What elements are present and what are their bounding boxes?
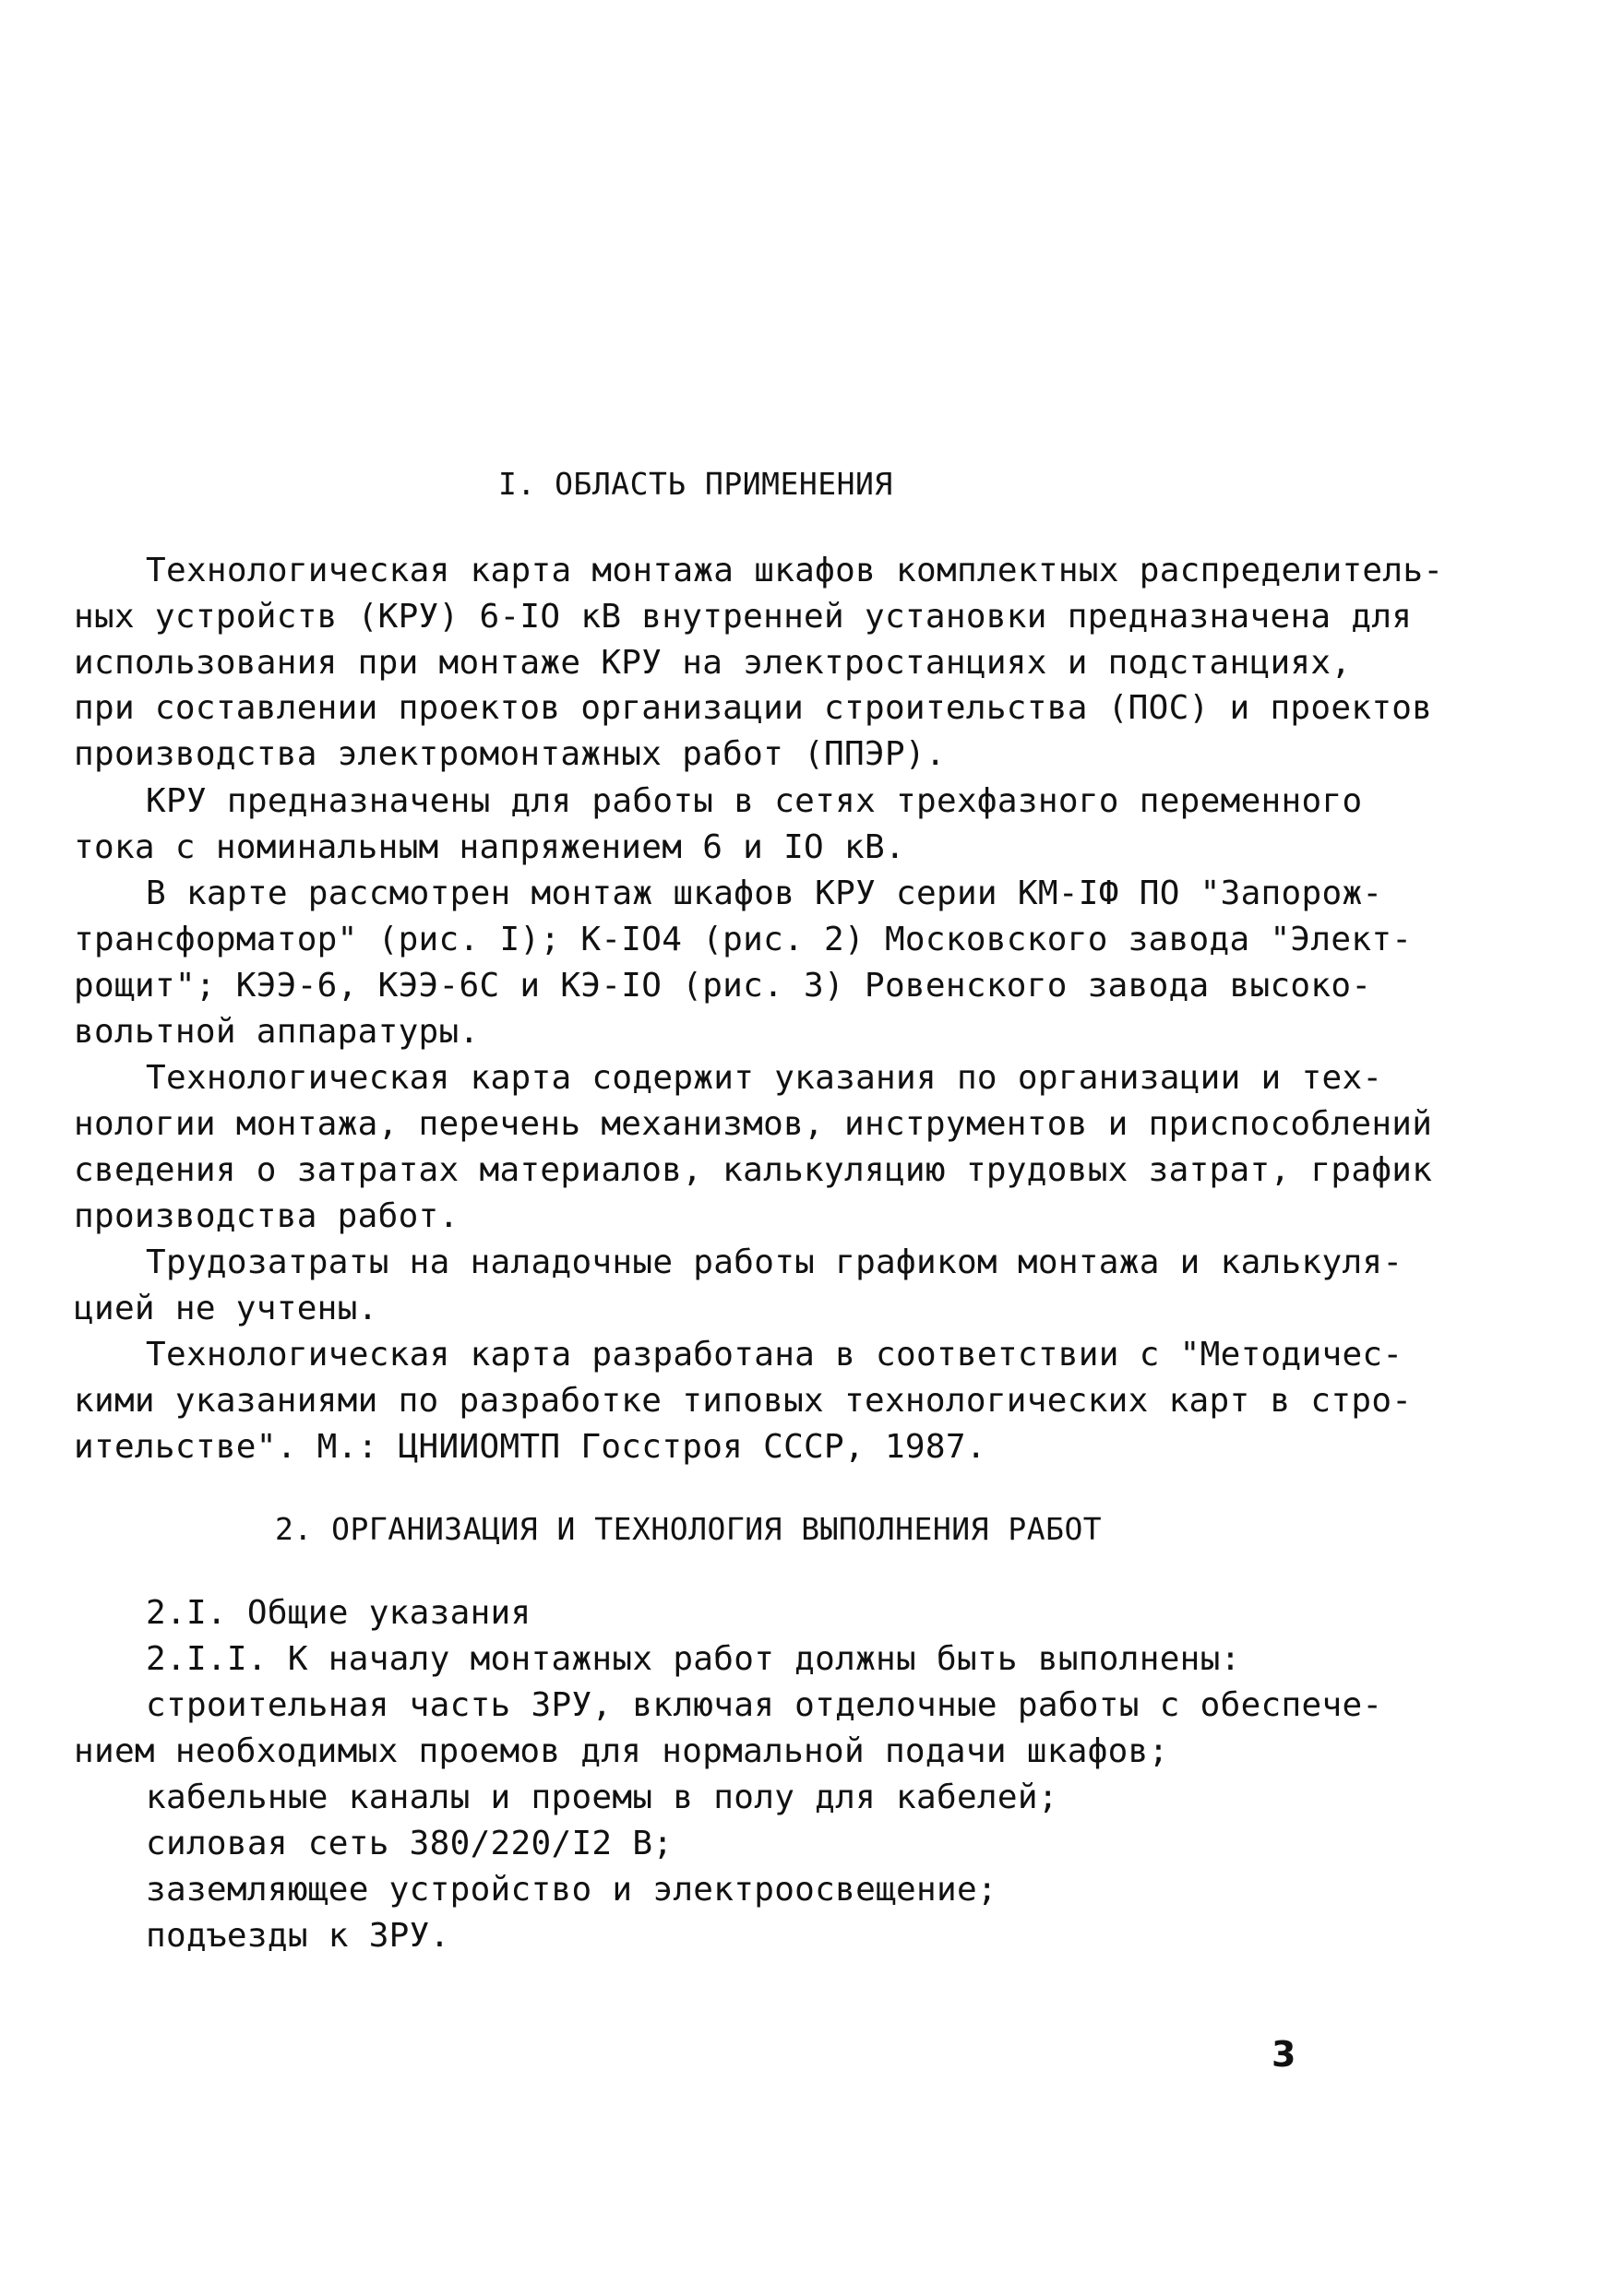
text-line: КРУ предназначены для работы в сетях трехфазного переменного bbox=[146, 782, 1363, 820]
list-item: кабельные каналы и проемы в полу для кабелей; bbox=[146, 1779, 1058, 1816]
text-line: Технологическая карта монтажа шкафов комплектных распределитель- bbox=[146, 552, 1444, 589]
text-line: производства электромонтажных работ (ППЭР). bbox=[74, 735, 946, 773]
text-line: строительная часть ЗРУ, включая отделочные работы с обеспече- bbox=[146, 1686, 1383, 1724]
text-line: при составлении проектов организации строительства (ПОС) и проектов bbox=[74, 689, 1433, 727]
text-line: Технологическая карта содержит указания по организации и тех- bbox=[146, 1059, 1383, 1097]
text-line: нием необходимых проемов для нормальной подачи шкафов; bbox=[74, 1732, 1169, 1770]
text-line: рощит"; КЭЭ-6, КЭЭ-6С и КЭ-IO (рис. 3) Ровенского завода высоко- bbox=[74, 967, 1372, 1005]
text-line: ных устройств (КРУ) 6-IO кВ внутренней установки предназначена для bbox=[74, 598, 1413, 636]
text-line: трансформатор" (рис. I); К-IO4 (рис. 2) Московского завода "Элект- bbox=[74, 921, 1413, 958]
text-line: Технологическая карта разработана в соответствии с "Методичес- bbox=[146, 1336, 1403, 1374]
text-line: нологии монтажа, перечень механизмов, инструментов и приспособлений bbox=[74, 1105, 1433, 1143]
text-line: использования при монтаже КРУ на электростанциях и подстанциях, bbox=[74, 644, 1352, 682]
subsection-title: 2.I. Общие указания bbox=[146, 1594, 531, 1632]
section-1-heading: I. ОБЛАСТЬ ПРИМЕНЕНИЯ bbox=[498, 466, 893, 502]
text-line: тока с номинальным напряжением 6 и IO кВ. bbox=[74, 828, 905, 866]
text-line: ительстве". М.: ЦНИИОМТП Госстроя СССР, 1987. bbox=[74, 1428, 986, 1466]
text-line: вольтной аппаратуры. bbox=[74, 1013, 480, 1051]
list-item: заземляющее устройство и электроосвещение; bbox=[146, 1871, 997, 1909]
text-line: производства работ. bbox=[74, 1197, 460, 1235]
list-item: силовая сеть 380/220/I2 В; bbox=[146, 1825, 674, 1862]
page-number: 3 bbox=[1272, 2034, 1296, 2075]
text-line: 2.I.I. К началу монтажных работ должны быть выполнены: bbox=[146, 1640, 1241, 1678]
text-line: кими указаниями по разработке типовых технологических карт в стро- bbox=[74, 1382, 1413, 1420]
list-item: подъезды к ЗРУ. bbox=[146, 1917, 450, 1955]
text-line: сведения о затратах материалов, калькуляцию трудовых затрат, график bbox=[74, 1151, 1433, 1189]
text-line: В карте рассмотрен монтаж шкафов КРУ серии КМ-IФ ПО "Запорож- bbox=[146, 874, 1383, 912]
text-line: Трудозатраты на наладочные работы графиком монтажа и калькуля- bbox=[146, 1243, 1403, 1281]
section-2-heading: 2. ОРГАНИЗАЦИЯ И ТЕХНОЛОГИЯ ВЫПОЛНЕНИЯ РАБОТ bbox=[275, 1511, 1103, 1547]
text-line: цией не учтены. bbox=[74, 1290, 378, 1327]
